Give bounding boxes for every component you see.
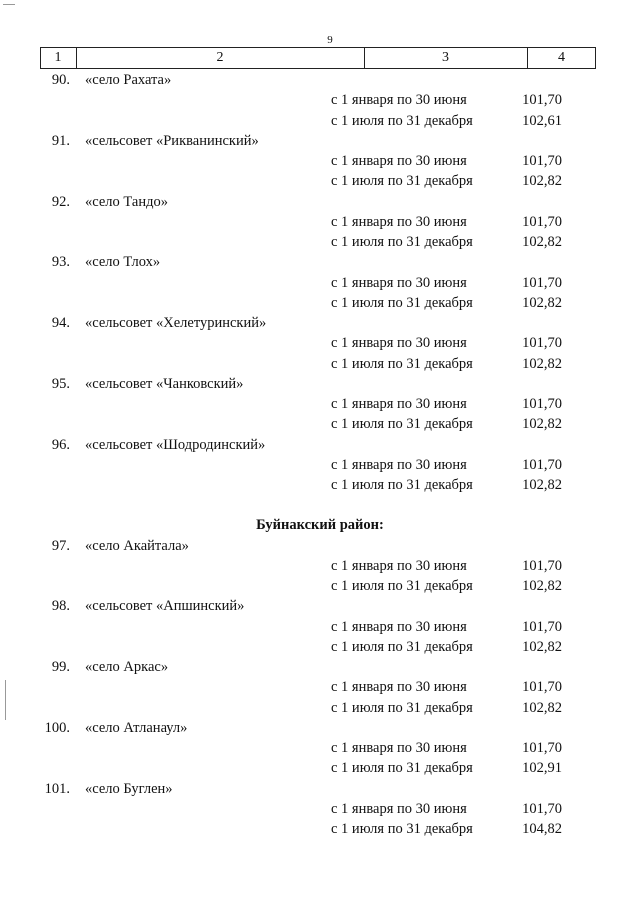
period-text: с 1 января по 30 июня bbox=[331, 618, 467, 635]
settlement-name: «село Тлох» bbox=[85, 254, 161, 271]
period-text: с 1 января по 30 июня bbox=[331, 213, 467, 230]
entry-number: 96. bbox=[51, 436, 70, 453]
period-text: с 1 января по 30 июня bbox=[331, 396, 467, 412]
table-row bbox=[0, 333, 640, 353]
table-row bbox=[0, 293, 640, 313]
table-row bbox=[0, 779, 640, 799]
table-row bbox=[0, 698, 640, 718]
spacer bbox=[0, 495, 640, 515]
table-row bbox=[0, 313, 640, 333]
period-text: с 1 июля по 31 декабря bbox=[331, 760, 473, 777]
settlement-name: «сельсовет «Хелетуринский» bbox=[85, 315, 267, 331]
period-text: с 1 января по 30 июня bbox=[331, 274, 467, 291]
table-row bbox=[0, 596, 640, 616]
entry-number: 99. bbox=[51, 659, 70, 675]
settlement-name: «село Буглен» bbox=[85, 780, 173, 797]
table-row bbox=[0, 556, 640, 576]
entry-number: 92. bbox=[51, 193, 70, 210]
table-row bbox=[0, 819, 640, 839]
table-row bbox=[0, 738, 640, 758]
index-value: 101,70 bbox=[522, 740, 562, 756]
index-value: 101,70 bbox=[522, 335, 562, 352]
period-text: с 1 июля по 31 декабря bbox=[331, 699, 473, 716]
table-row bbox=[0, 374, 640, 394]
settlement-name: «село Рахата» bbox=[85, 72, 172, 88]
period-text: с 1 июля по 31 декабря bbox=[331, 355, 473, 372]
table-row bbox=[0, 151, 640, 171]
index-value: 101,70 bbox=[522, 679, 562, 696]
entry-number: 101. bbox=[44, 780, 70, 797]
index-value: 102,82 bbox=[522, 234, 562, 250]
table-row bbox=[0, 131, 640, 151]
entry-number: 95. bbox=[51, 375, 70, 392]
index-value: 101,70 bbox=[522, 618, 562, 635]
scan-corner-mark bbox=[3, 4, 15, 5]
settlement-name: «село Атланаул» bbox=[85, 719, 188, 736]
index-value: 102,82 bbox=[522, 294, 562, 311]
period-text: с 1 июля по 31 декабря bbox=[331, 294, 473, 311]
table-row bbox=[0, 475, 640, 495]
table-row bbox=[0, 111, 640, 131]
period-text: с 1 января по 30 июня bbox=[331, 557, 467, 574]
index-value: 102,82 bbox=[522, 173, 562, 190]
entry-number: 98. bbox=[51, 598, 70, 615]
entry-number: 97. bbox=[51, 537, 70, 554]
district-heading: Буйнакский район: bbox=[256, 517, 384, 534]
settlement-name: «село Акайтала» bbox=[85, 537, 189, 554]
index-value: 102,82 bbox=[522, 477, 562, 493]
period-text: с 1 января по 30 июня bbox=[331, 456, 467, 473]
header-col-3: 3 bbox=[442, 50, 449, 65]
index-value: 101,70 bbox=[522, 800, 562, 817]
table-row bbox=[0, 677, 640, 697]
period-text: с 1 января по 30 июня bbox=[331, 92, 467, 109]
index-value: 101,70 bbox=[522, 274, 562, 291]
period-text: с 1 июля по 31 декабря bbox=[331, 638, 473, 655]
period-text: с 1 января по 30 июня bbox=[331, 679, 467, 696]
period-text: с 1 января по 30 июня bbox=[331, 153, 467, 169]
table-row bbox=[0, 70, 640, 90]
table-row bbox=[0, 455, 640, 475]
index-value: 104,82 bbox=[522, 821, 562, 837]
period-text: с 1 января по 30 июня bbox=[331, 800, 467, 817]
settlement-name: «село Аркас» bbox=[85, 659, 169, 675]
table-row bbox=[0, 414, 640, 434]
table-row bbox=[0, 354, 640, 374]
settlement-name: «сельсовет «Чанковский» bbox=[85, 375, 244, 392]
period-text: с 1 июля по 31 декабря bbox=[331, 234, 473, 250]
index-value: 102,82 bbox=[522, 355, 562, 372]
index-value: 101,70 bbox=[522, 92, 562, 109]
index-value: 101,70 bbox=[522, 396, 562, 412]
index-value: 101,70 bbox=[522, 557, 562, 574]
period-text: с 1 июля по 31 декабря bbox=[331, 578, 473, 594]
settlement-name: «сельсовет «Шодродинский» bbox=[85, 436, 266, 453]
table-row bbox=[0, 192, 640, 212]
table-row bbox=[0, 657, 640, 677]
header-col-2: 2 bbox=[216, 50, 224, 65]
entry-number: 94. bbox=[51, 315, 70, 331]
period-text: с 1 января по 30 июня bbox=[331, 335, 467, 352]
period-text: с 1 января по 30 июня bbox=[331, 740, 467, 756]
index-value: 101,70 bbox=[522, 456, 562, 473]
table-row bbox=[0, 232, 640, 252]
index-value: 101,70 bbox=[522, 153, 562, 169]
header-col-4: 4 bbox=[558, 50, 565, 65]
entry-number: 90. bbox=[51, 72, 70, 88]
table-row bbox=[0, 799, 640, 819]
table-row bbox=[0, 90, 640, 110]
index-value: 101,70 bbox=[522, 213, 562, 230]
table-row bbox=[0, 273, 640, 293]
period-text: с 1 июля по 31 декабря bbox=[331, 477, 473, 493]
tariff-table-body bbox=[0, 70, 640, 839]
table-row bbox=[0, 171, 640, 191]
table-row bbox=[0, 758, 640, 778]
entry-number: 93. bbox=[51, 254, 70, 271]
table-row bbox=[0, 212, 640, 232]
period-text: с 1 июля по 31 декабря bbox=[331, 173, 473, 190]
table-row bbox=[0, 576, 640, 596]
period-text: с 1 июля по 31 декабря bbox=[331, 416, 473, 433]
index-value: 102,82 bbox=[522, 416, 562, 433]
district-row bbox=[0, 515, 640, 535]
index-value: 102,82 bbox=[522, 578, 562, 594]
entry-number: 91. bbox=[51, 132, 70, 149]
table-row bbox=[0, 617, 640, 637]
settlement-name: «сельсовет «Апшинский» bbox=[85, 598, 245, 615]
table-header bbox=[40, 47, 596, 69]
index-value: 102,61 bbox=[522, 112, 562, 129]
table-row bbox=[0, 252, 640, 272]
index-value: 102,82 bbox=[522, 699, 562, 716]
index-value: 102,91 bbox=[522, 760, 562, 777]
header-col-1: 1 bbox=[54, 50, 62, 65]
table-row bbox=[0, 637, 640, 657]
settlement-name: «сельсовет «Рикванинский» bbox=[85, 132, 259, 149]
period-text: с 1 июля по 31 декабря bbox=[331, 821, 473, 837]
period-text: с 1 июля по 31 декабря bbox=[331, 112, 473, 129]
page-number: 9 bbox=[327, 34, 333, 46]
table-row bbox=[0, 435, 640, 455]
table-row bbox=[0, 394, 640, 414]
entry-number: 100. bbox=[44, 719, 70, 736]
table-row bbox=[0, 718, 640, 738]
index-value: 102,82 bbox=[522, 638, 562, 655]
table-row bbox=[0, 536, 640, 556]
settlement-name: «село Тандо» bbox=[85, 193, 168, 210]
